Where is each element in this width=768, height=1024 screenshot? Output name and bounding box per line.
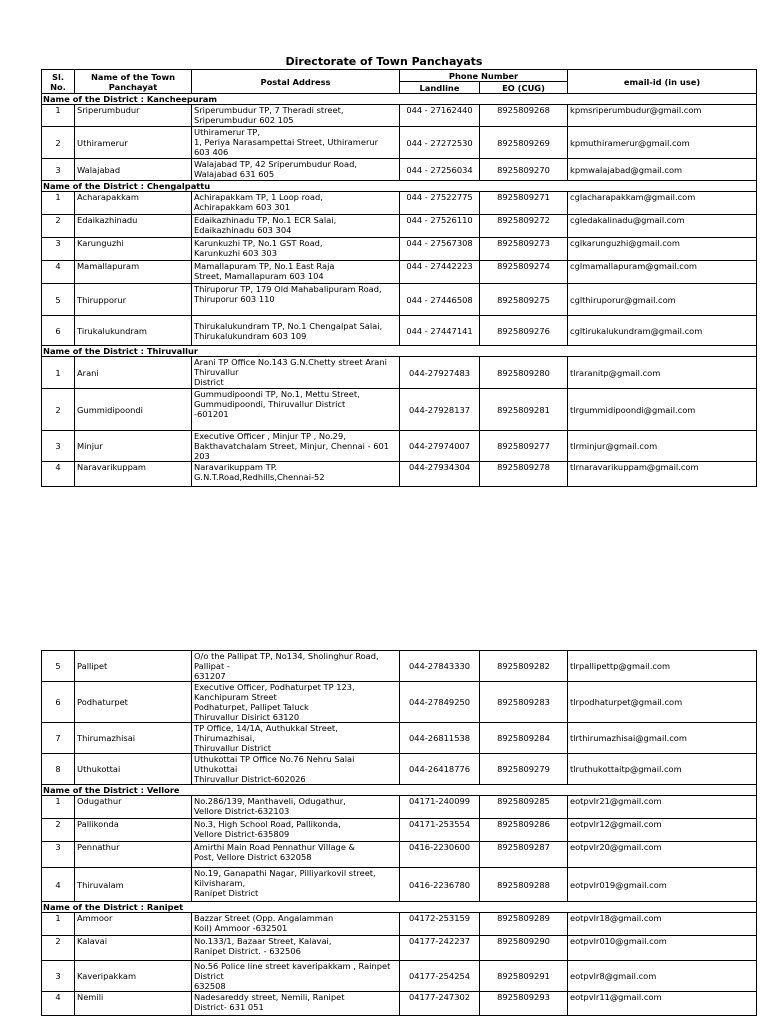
sl-cell: 1 bbox=[42, 913, 75, 936]
sl-cell: 4 bbox=[42, 462, 75, 487]
name-cell: Odugathur bbox=[75, 796, 192, 819]
landline-cell: 04177-247302 bbox=[400, 992, 480, 1016]
email-cell: cglmamallapuram@gmail.com bbox=[568, 261, 757, 284]
district-heading: Name of the District : Ranipet bbox=[42, 902, 757, 913]
eo-cell: 8925809290 bbox=[480, 936, 568, 961]
sl-cell: 8 bbox=[42, 754, 75, 785]
table-row bbox=[42, 651, 757, 682]
eo-cell: 8925809268 bbox=[480, 105, 568, 127]
eo-cell: 8925809270 bbox=[480, 159, 568, 181]
eo-cell: 8925809284 bbox=[480, 723, 568, 754]
eo-cell: 8925809288 bbox=[480, 868, 568, 902]
eo-cell: 8925809285 bbox=[480, 796, 568, 819]
landline-cell: 044 - 27526110 bbox=[400, 215, 480, 238]
address-cell: Gummudipoondi TP, No.1, Mettu Street, Gummudipoondi, Thiruvallur District -601201 bbox=[192, 389, 400, 431]
sl-cell: 4 bbox=[42, 261, 75, 284]
sl-cell: 7 bbox=[42, 723, 75, 754]
table-row bbox=[42, 961, 757, 992]
table-row bbox=[42, 284, 757, 316]
eo-cell: 8925809280 bbox=[480, 357, 568, 389]
sl-cell: 2 bbox=[42, 389, 75, 431]
address-cell: O/o the Pallipat TP, No134, Sholinghur Road, Pallipat - 631207 bbox=[192, 651, 400, 682]
name-cell: Thirupporur bbox=[75, 284, 192, 316]
table-row bbox=[42, 462, 757, 487]
eo-cell: 8925809279 bbox=[480, 754, 568, 785]
landline-cell: 044 - 27447141 bbox=[400, 316, 480, 346]
table-row bbox=[42, 754, 757, 785]
address-cell: No.133/1, Bazaar Street, Kalavai, Ranipet District. - 632506 bbox=[192, 936, 400, 961]
name-cell: Thirumazhisai bbox=[75, 723, 192, 754]
address-cell: Walajabad TP, 42 Sriperumbudur Road, Walajabad 631 605 bbox=[192, 159, 400, 181]
email-cell: kpmwalajabad@gmail.com bbox=[568, 159, 757, 181]
email-cell: cglacharapakkam@gmail.com bbox=[568, 192, 757, 215]
table-row bbox=[42, 682, 757, 723]
sl-cell: 2 bbox=[42, 215, 75, 238]
table-row bbox=[42, 431, 757, 462]
name-cell: Nemili bbox=[75, 992, 192, 1016]
address-cell: No.19, Ganapathi Nagar, Pilliyarkovil street, Kilvisharam, Ranipet District bbox=[192, 868, 400, 902]
table-row bbox=[42, 238, 757, 261]
eo-cell: 8925809275 bbox=[480, 284, 568, 316]
landline-cell: 04171-253554 bbox=[400, 819, 480, 842]
district-heading: Name of the District : Chengalpattu bbox=[42, 181, 757, 192]
landline-cell: 0416-2236780 bbox=[400, 868, 480, 902]
sl-cell: 6 bbox=[42, 682, 75, 723]
address-cell: No.3, High School Road, Pallikonda, Vellore District-635809 bbox=[192, 819, 400, 842]
address-cell: Thirukalukundram TP, No.1 Chengalpat Salai, Thirukalukundram 603 109 bbox=[192, 316, 400, 346]
address-cell: Sriperumbudur TP, 7 Theradi street, Sriperumbudur 602 105 bbox=[192, 105, 400, 127]
table-row bbox=[42, 316, 757, 346]
landline-cell: 044-26418776 bbox=[400, 754, 480, 785]
address-cell: Executive Officer, Podhaturpet TP 123, Kanchipuram Street Podhaturpet, Pallipet Taluck Thiruvallur Disirict 63120 bbox=[192, 682, 400, 723]
landline-cell: 04172-253159 bbox=[400, 913, 480, 936]
email-cell: eotpvlr11@gmail.com bbox=[568, 992, 757, 1016]
header-address: Postal Address bbox=[192, 70, 400, 94]
name-cell: Naravarikuppam bbox=[75, 462, 192, 487]
name-cell: Tirukalukundram bbox=[75, 316, 192, 346]
table-row bbox=[42, 192, 757, 215]
email-cell: tlruthukottaitp@gmail.com bbox=[568, 754, 757, 785]
email-cell: eotpvlr18@gmail.com bbox=[568, 913, 757, 936]
email-cell: cgltirukalukundram@gmail.com bbox=[568, 316, 757, 346]
eo-cell: 8925809271 bbox=[480, 192, 568, 215]
eo-cell: 8925809289 bbox=[480, 913, 568, 936]
landline-cell: 044 - 27162440 bbox=[400, 105, 480, 127]
table-row bbox=[42, 796, 757, 819]
email-cell: tlrpodhaturpet@gmail.com bbox=[568, 682, 757, 723]
table-row bbox=[42, 127, 757, 159]
address-cell: No.56 Police line street kaveripakkam , Rainpet District 632508 bbox=[192, 961, 400, 992]
header-name: Name of the Town Panchayat bbox=[75, 70, 192, 94]
email-cell: eotpvlr010@gmail.com bbox=[568, 936, 757, 961]
name-cell: Pallikonda bbox=[75, 819, 192, 842]
header-sl-no: Sl. No. bbox=[42, 70, 75, 94]
name-cell: Uthukottai bbox=[75, 754, 192, 785]
sl-cell: 4 bbox=[42, 992, 75, 1016]
sl-cell: 1 bbox=[42, 357, 75, 389]
name-cell: Gummidipoondi bbox=[75, 389, 192, 431]
sl-cell: 3 bbox=[42, 961, 75, 992]
landline-cell: 044 - 27272530 bbox=[400, 127, 480, 159]
table-row bbox=[42, 913, 757, 936]
email-cell: kpmsriperumbudur@gmail.com bbox=[568, 105, 757, 127]
name-cell: Kalavai bbox=[75, 936, 192, 961]
eo-cell: 8925809277 bbox=[480, 431, 568, 462]
landline-cell: 044-27928137 bbox=[400, 389, 480, 431]
sl-cell: 5 bbox=[42, 284, 75, 316]
landline-cell: 044 - 27256034 bbox=[400, 159, 480, 181]
email-cell: tlrthirumazhisai@gmail.com bbox=[568, 723, 757, 754]
table-row bbox=[42, 357, 757, 389]
table-row bbox=[42, 868, 757, 902]
landline-cell: 044-27927483 bbox=[400, 357, 480, 389]
header-eo: EO (CUG) bbox=[480, 82, 568, 94]
landline-cell: 044-27849250 bbox=[400, 682, 480, 723]
name-cell: Walajabad bbox=[75, 159, 192, 181]
name-cell: Thiruvalam bbox=[75, 868, 192, 902]
name-cell: Edaikazhinadu bbox=[75, 215, 192, 238]
town-panchayat-table-page-1 bbox=[41, 69, 757, 487]
header-phone: Phone Number bbox=[400, 70, 568, 82]
sl-cell: 3 bbox=[42, 431, 75, 462]
name-cell: Ammoor bbox=[75, 913, 192, 936]
district-heading: Name of the District : Thiruvallur bbox=[42, 346, 757, 357]
name-cell: Kaveripakkam bbox=[75, 961, 192, 992]
email-cell: tlrminjur@gmail.com bbox=[568, 431, 757, 462]
eo-cell: 8925809276 bbox=[480, 316, 568, 346]
landline-cell: 044 - 27446508 bbox=[400, 284, 480, 316]
table-row bbox=[42, 389, 757, 431]
header-landline: Landline bbox=[400, 82, 480, 94]
email-cell: eotpvlr21@gmail.com bbox=[568, 796, 757, 819]
landline-cell: 044-27843330 bbox=[400, 651, 480, 682]
email-cell: tlrnaravarikuppam@gmail.com bbox=[568, 462, 757, 487]
landline-cell: 044 - 27567308 bbox=[400, 238, 480, 261]
eo-cell: 8925809282 bbox=[480, 651, 568, 682]
table-row bbox=[42, 936, 757, 961]
landline-cell: 044 - 27442223 bbox=[400, 261, 480, 284]
email-cell: cgledakalinadu@gmail.com bbox=[568, 215, 757, 238]
email-cell: eotpvlr019@gmail.com bbox=[568, 868, 757, 902]
address-cell: Uthukottai TP Office No.76 Nehru Salai Uthukottai Thiruvallur District-602026 bbox=[192, 754, 400, 785]
address-cell: Executive Officer , Minjur TP , No.29, Bakthavatchalam Street, Minjur, Chennai - 601 203 bbox=[192, 431, 400, 462]
address-cell: Thiruporur TP, 179 Old Mahabalipuram Road, Thiruporur 603 110 bbox=[192, 284, 400, 316]
district-heading: Name of the District : Kancheepuram bbox=[42, 94, 757, 105]
eo-cell: 8925809293 bbox=[480, 992, 568, 1016]
name-cell: Pallipet bbox=[75, 651, 192, 682]
sl-cell: 2 bbox=[42, 819, 75, 842]
table-row bbox=[42, 105, 757, 127]
landline-cell: 044 - 27522775 bbox=[400, 192, 480, 215]
table-row bbox=[42, 992, 757, 1016]
address-cell: Nadesareddy street, Nemili, Ranipet District- 631 051 bbox=[192, 992, 400, 1016]
email-cell: cglkarunguzhi@gmail.com bbox=[568, 238, 757, 261]
address-cell: Amirthi Main Road Pennathur Village & Post, Vellore District 632058 bbox=[192, 842, 400, 868]
district-heading: Name of the District : Vellore bbox=[42, 785, 757, 796]
name-cell: Pennathur bbox=[75, 842, 192, 868]
landline-cell: 044-27934304 bbox=[400, 462, 480, 487]
name-cell: Uthiramerur bbox=[75, 127, 192, 159]
address-cell: Naravarikuppam TP. G.N.T.Road,Redhills,Chennai-52 bbox=[192, 462, 400, 487]
sl-cell: 2 bbox=[42, 127, 75, 159]
table-row bbox=[42, 842, 757, 868]
sl-cell: 1 bbox=[42, 796, 75, 819]
town-panchayat-table-page-2 bbox=[41, 650, 757, 1016]
address-cell: Mamallapuram TP, No.1 East Raja Street, Mamallapuram 603 104 bbox=[192, 261, 400, 284]
eo-cell: 8925809286 bbox=[480, 819, 568, 842]
landline-cell: 044-26811538 bbox=[400, 723, 480, 754]
sl-cell: 3 bbox=[42, 238, 75, 261]
eo-cell: 8925809287 bbox=[480, 842, 568, 868]
table-row bbox=[42, 819, 757, 842]
table-row bbox=[42, 215, 757, 238]
landline-cell: 0416-2230600 bbox=[400, 842, 480, 868]
eo-cell: 8925809273 bbox=[480, 238, 568, 261]
header-email: email-id (in use) bbox=[568, 70, 757, 94]
table-row bbox=[42, 159, 757, 181]
page-title: Directorate of Town Panchayats bbox=[285, 55, 483, 68]
address-cell: Achirapakkam TP, 1 Loop road, Achirapakkam 603 301 bbox=[192, 192, 400, 215]
address-cell: No.286/139, Manthaveli, Odugathur, Vellore District-632103 bbox=[192, 796, 400, 819]
sl-cell: 3 bbox=[42, 159, 75, 181]
address-cell: Edaikazhinadu TP, No.1 ECR Salai, Edaikazhinadu 603 304 bbox=[192, 215, 400, 238]
address-cell: Karunkuzhi TP, No.1 GST Road, Karunkuzhi 603 303 bbox=[192, 238, 400, 261]
name-cell: Karunguzhi bbox=[75, 238, 192, 261]
email-cell: eotpvlr8@gmail.com bbox=[568, 961, 757, 992]
address-cell: Uthiramerur TP, 1, Periya Narasampettai Street, Uthiramerur 603 406 bbox=[192, 127, 400, 159]
sl-cell: 1 bbox=[42, 192, 75, 215]
sl-cell: 2 bbox=[42, 936, 75, 961]
eo-cell: 8925809281 bbox=[480, 389, 568, 431]
email-cell: eotpvlr20@gmail.com bbox=[568, 842, 757, 868]
address-cell: Bazzar Street (Opp. Angalamman Koil) Ammoor -632501 bbox=[192, 913, 400, 936]
name-cell: Sriperumbudur bbox=[75, 105, 192, 127]
landline-cell: 04171-240099 bbox=[400, 796, 480, 819]
email-cell: kpmuthiramerur@gmail.com bbox=[568, 127, 757, 159]
sl-cell: 6 bbox=[42, 316, 75, 346]
address-cell: Arani TP Office No.143 G.N.Chetty street Arani Thiruvallur District bbox=[192, 357, 400, 389]
eo-cell: 8925809272 bbox=[480, 215, 568, 238]
eo-cell: 8925809278 bbox=[480, 462, 568, 487]
sl-cell: 3 bbox=[42, 842, 75, 868]
landline-cell: 044-27974007 bbox=[400, 431, 480, 462]
name-cell: Arani bbox=[75, 357, 192, 389]
landline-cell: 04177-254254 bbox=[400, 961, 480, 992]
email-cell: cglthiruporur@gmail.com bbox=[568, 284, 757, 316]
name-cell: Acharapakkam bbox=[75, 192, 192, 215]
name-cell: Podhaturpet bbox=[75, 682, 192, 723]
address-cell: TP Office, 14/1A, Authukkal Street, Thirumazhisai, Thiruvallur District bbox=[192, 723, 400, 754]
sl-cell: 4 bbox=[42, 868, 75, 902]
eo-cell: 8925809283 bbox=[480, 682, 568, 723]
table-row bbox=[42, 261, 757, 284]
email-cell: tlrpallipettp@gmail.com bbox=[568, 651, 757, 682]
email-cell: tlrgummidipoondi@gmail.com bbox=[568, 389, 757, 431]
eo-cell: 8925809269 bbox=[480, 127, 568, 159]
eo-cell: 8925809274 bbox=[480, 261, 568, 284]
landline-cell: 04177-242237 bbox=[400, 936, 480, 961]
name-cell: Minjur bbox=[75, 431, 192, 462]
sl-cell: 1 bbox=[42, 105, 75, 127]
email-cell: tlraranitp@gmail.com bbox=[568, 357, 757, 389]
name-cell: Mamallapuram bbox=[75, 261, 192, 284]
table-row bbox=[42, 723, 757, 754]
eo-cell: 8925809291 bbox=[480, 961, 568, 992]
email-cell: eotpvlr12@gmail.com bbox=[568, 819, 757, 842]
sl-cell: 5 bbox=[42, 651, 75, 682]
